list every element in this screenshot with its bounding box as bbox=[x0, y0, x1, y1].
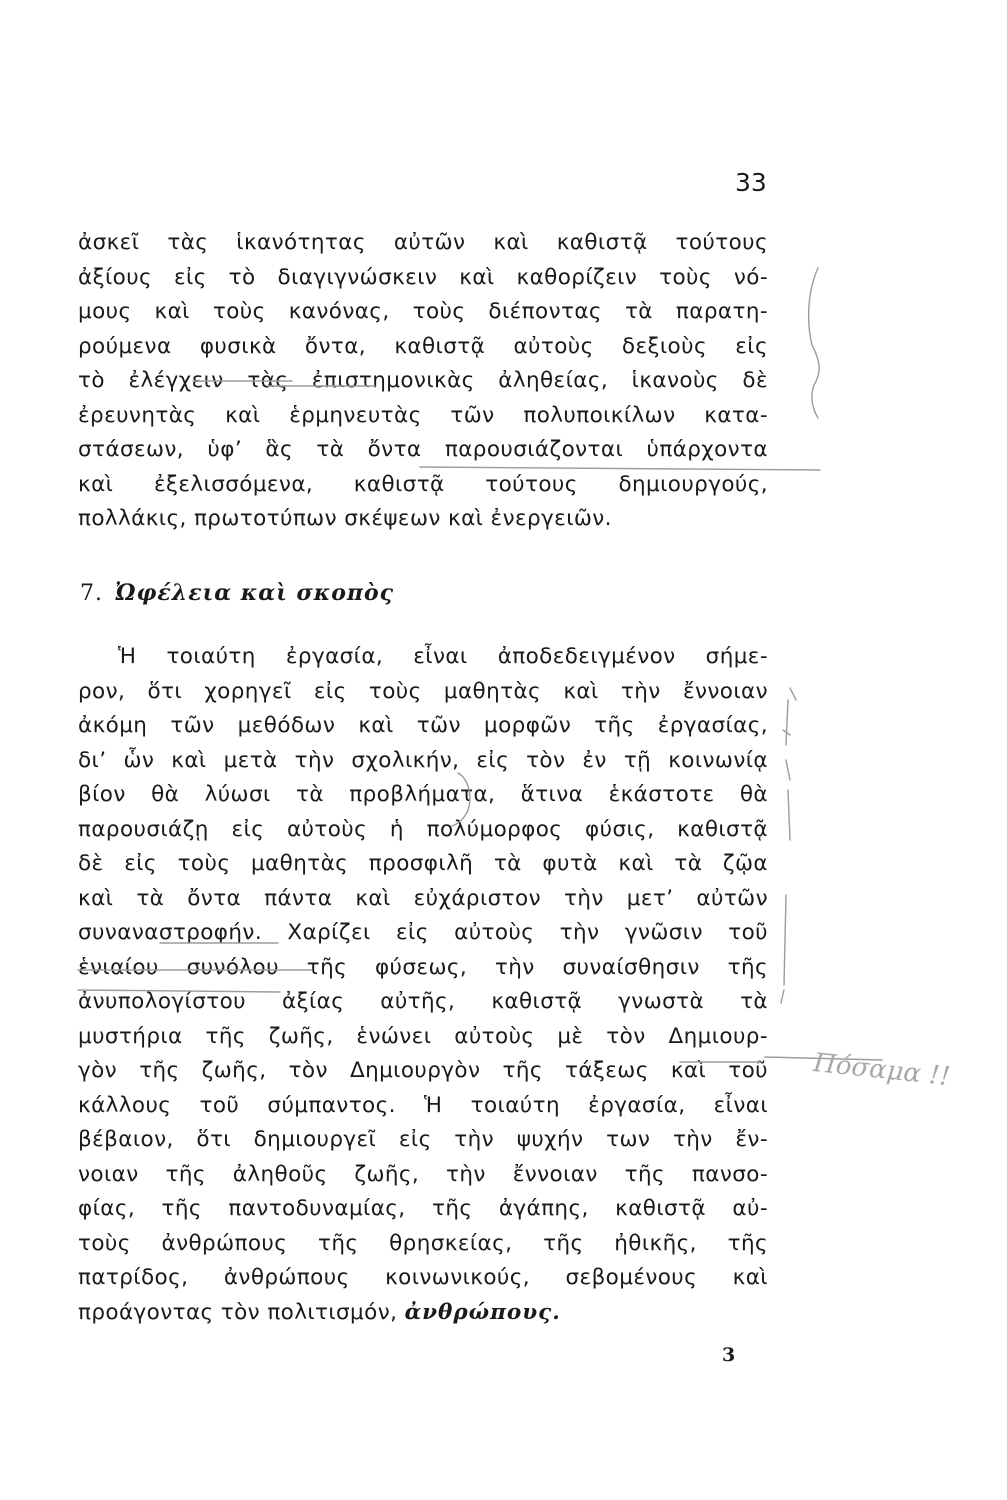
text-line: ρούμενα φυσικὰ ὄντα, καθιστᾷ αὐτοὺς δεξιοὺς εἰς bbox=[78, 333, 768, 359]
text-line: καὶ τὰ ὄντα πάντα καὶ εὐχάριστον τὴν μετ’ αὐτῶν bbox=[78, 885, 768, 911]
text-line: καὶ ἐξελισσόμενα, καθιστᾷ τούτους δημιουργούς, bbox=[78, 471, 768, 497]
text-line: βίον θὰ λύωσι τὰ προβλήματα, ἅτινα ἑκάστοτε θὰ bbox=[78, 782, 768, 807]
pencil-margin-mark bbox=[790, 688, 796, 700]
text-line: φίας, τῆς παντοδυναμίας, τῆς ἀγάπης, καθιστᾷ αὐ- bbox=[78, 1196, 768, 1221]
pencil-margin-mark bbox=[781, 990, 784, 1003]
text-line: ἀξίους εἰς τὸ διαγιγνώσκειν καὶ καθορίζειν τοὺς νό- bbox=[78, 264, 768, 290]
text-line: μυστήρια τῆς ζωῆς, ἑνώνει αὐτοὺς μὲ τὸν Δημιουρ- bbox=[78, 1023, 768, 1049]
text-line: μους καὶ τοὺς κανόνας, τοὺς διέποντας τὰ παρατη- bbox=[78, 299, 768, 324]
text-line: ἀνυπολογίστου ἀξίας αὐτῆς, καθιστᾷ γνωστὰ τὰ bbox=[78, 989, 768, 1014]
text-line: δι’ ὧν καὶ μετὰ τὴν σχολικήν, εἰς τὸν ἐν τῇ κοινωνίᾳ bbox=[78, 747, 768, 773]
section-number: 7. bbox=[80, 581, 103, 606]
text-line: ἑνιαίου συνόλου τῆς φύσεως, τὴν συναίσθησιν τῆς bbox=[78, 954, 768, 980]
text-line: συναναστροφήν. Χαρίζει εἰς αὐτοὺς τὴν γνῶσιν τοῦ bbox=[78, 920, 768, 945]
text-line: ρον, ὅτι χορηγεῖ εἰς τοὺς μαθητὰς καὶ τὴν ἔννοιαν bbox=[78, 678, 768, 704]
section-heading bbox=[80, 580, 394, 606]
text-line: Ἡ τοιαύτη ἐργασία, εἶναι ἀποδεδειγμένον σήμε- bbox=[118, 644, 768, 669]
paragraph-1 bbox=[78, 226, 768, 537]
text-line: δὲ εἰς τοὺς μαθητὰς προσφιλῆ τὰ φυτὰ καὶ τὰ ζῷα bbox=[78, 851, 768, 876]
text-line: κάλλους τοῦ σύμπαντος. Ἡ τοιαύτη ἐργασία, εἶναι bbox=[78, 1092, 768, 1118]
margin-note: Πόσαμα !! bbox=[811, 1048, 952, 1093]
pencil-margin-mark bbox=[786, 760, 790, 780]
emphasized-word: ἀνθρώπους. bbox=[404, 1299, 561, 1325]
section-title: Ὠφέλεια καὶ σκοπὸς bbox=[115, 580, 395, 606]
page-number: 33 bbox=[735, 168, 767, 197]
text-line: νοιαν τῆς ἀληθοῦς ζωῆς, τὴν ἔννοιαν τῆς πανσο- bbox=[78, 1161, 768, 1187]
text-line: τοὺς ἀνθρώπους τῆς θρησκείας, τῆς ἠθικῆς, τῆς bbox=[78, 1230, 768, 1256]
text-line: πατρίδος, ἀνθρώπους κοινωνικούς, σεβομένους καὶ bbox=[78, 1265, 768, 1290]
pencil-margin-mark bbox=[783, 730, 790, 735]
last-text-line bbox=[78, 1296, 768, 1331]
text-line: στάσεων, ὑφ’ ἃς τὰ ὄντα παρουσιάζονται ὑπάρχοντα bbox=[78, 437, 768, 462]
pencil-margin-bracket bbox=[809, 268, 819, 418]
text-line: γὸν τῆς ζωῆς, τὸν Δημιουργὸν τῆς τάξεως καὶ τοῦ bbox=[78, 1058, 768, 1083]
pencil-margin-bracket bbox=[786, 700, 788, 745]
pencil-margin-bracket bbox=[788, 790, 790, 840]
text-line: ἀκόμη τῶν μεθόδων καὶ τῶν μορφῶν τῆς ἐργασίας, bbox=[78, 713, 768, 738]
text-line: παρουσιάζῃ εἰς αὐτοὺς ἡ πολύμορφος φύσις, καθιστᾷ bbox=[78, 816, 768, 842]
text-line: ἀσκεῖ τὰς ἱκανότητας αὐτῶν καὶ καθιστᾷ τούτους bbox=[78, 230, 768, 255]
text-line: ἐρευνητὰς καὶ ἑρμηνευτὰς τῶν πολυποικίλων κατα- bbox=[78, 402, 768, 428]
last-line-text: προάγοντας τὸν πολιτισμόν, bbox=[78, 1299, 398, 1325]
paragraph-2 bbox=[78, 640, 768, 1330]
text-line: πολλάκις, πρωτοτύπων σκέψεων καὶ ἐνεργειῶν. bbox=[78, 506, 612, 531]
text-line: βέβαιον, ὅτι δημιουργεῖ εἰς τὴν ψυχήν των τὴν ἔν- bbox=[78, 1127, 768, 1152]
text-line: τὸ ἐλέγχειν τὰς ἐπιστημονικὰς ἀληθείας, ἱκανοὺς δὲ bbox=[78, 368, 768, 393]
pencil-margin-bracket bbox=[784, 895, 786, 985]
signature-mark: 3 bbox=[722, 1344, 736, 1366]
